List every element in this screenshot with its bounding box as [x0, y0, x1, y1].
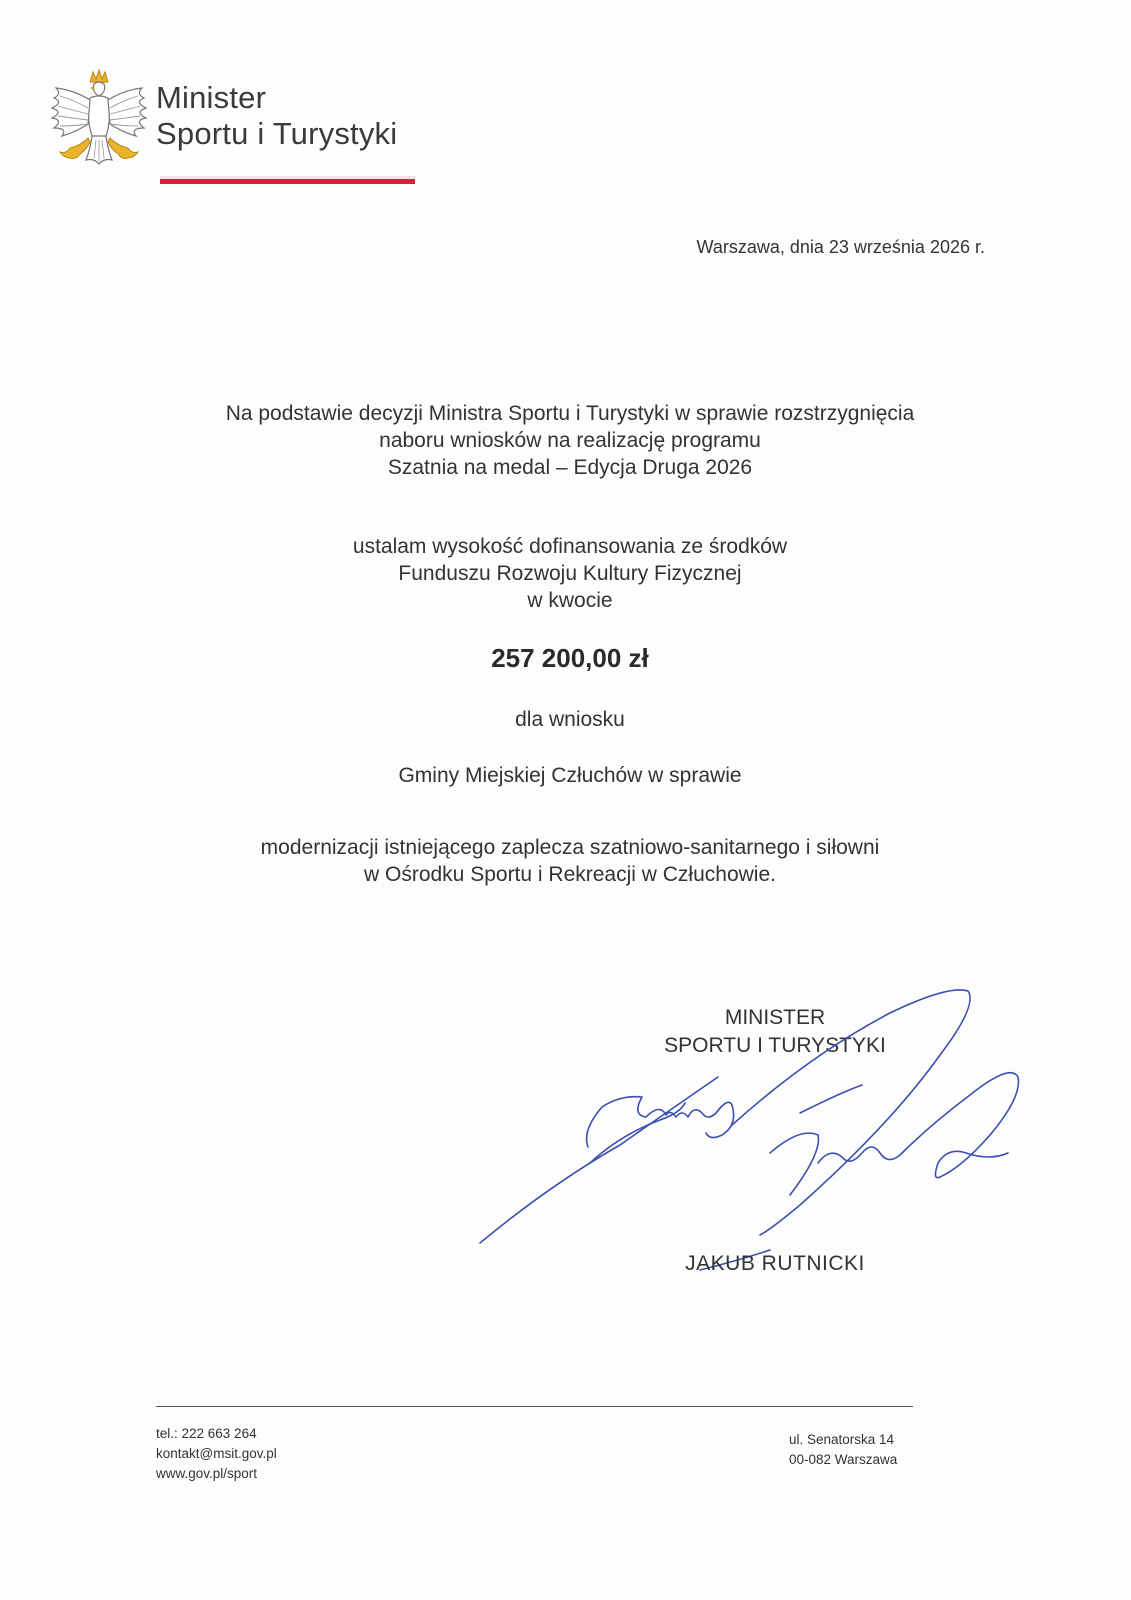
intro-line: naboru wniosków na realizację programu	[379, 429, 761, 452]
footer-contact	[156, 1424, 277, 1484]
project-line: w Ośrodku Sportu i Rekreacji w Człuchowie.	[364, 863, 776, 886]
signatory-title-line2: SPORTU I TURYSTYKI	[664, 1034, 886, 1057]
flag-stripe-red	[160, 179, 415, 184]
footer-street: ul. Senatorska 14	[789, 1432, 895, 1447]
footer-email[interactable]: kontakt@msit.gov.pl	[156, 1446, 277, 1461]
footer-address	[789, 1430, 897, 1470]
flag-stripe	[160, 176, 415, 184]
signatory-name: JAKUB RUTNICKI	[685, 1252, 865, 1275]
footer-website[interactable]: www.gov.pl/sport	[156, 1466, 258, 1481]
funding-line: w kwocie	[527, 589, 613, 612]
letter-date: Warszawa, dnia 23 września 2026 r.	[696, 237, 985, 257]
project-line: modernizacji istniejącego zaplecza szatniowo-sanitarnego i siłowni	[260, 836, 880, 859]
program-name: Szatnia na medal – Edycja Druga 2026	[387, 456, 753, 479]
ministry-name-line2: Sportu i Turystyki	[156, 116, 398, 151]
fund-name: Funduszu Rozwoju Kultury Fizycznej	[398, 562, 742, 585]
funding-line: ustalam wysokość dofinansowania ze środków	[352, 535, 788, 558]
funding-amount: 257 200,00 zł	[491, 643, 649, 673]
signatory-title	[640, 1004, 910, 1060]
ministry-name-line1: Minister	[156, 80, 267, 115]
for-application-text: dla wniosku	[515, 708, 625, 731]
intro-line: Na podstawie decyzji Ministra Sportu i Turystyki w sprawie rozstrzygnięcia	[225, 402, 915, 425]
project-description	[120, 834, 1020, 888]
footer-phone: tel.: 222 663 264	[156, 1426, 257, 1441]
ministry-name	[156, 80, 397, 152]
funding-paragraph	[120, 533, 1020, 614]
signatory-title-line1: MINISTER	[724, 1006, 826, 1029]
applicant-name: Gminy Miejskiej Człuchów w sprawie	[398, 764, 742, 787]
intro-paragraph	[120, 400, 1020, 481]
polish-eagle-emblem-icon	[46, 68, 152, 180]
footer-divider	[156, 1406, 913, 1407]
footer-city: 00-082 Warszawa	[789, 1452, 898, 1467]
